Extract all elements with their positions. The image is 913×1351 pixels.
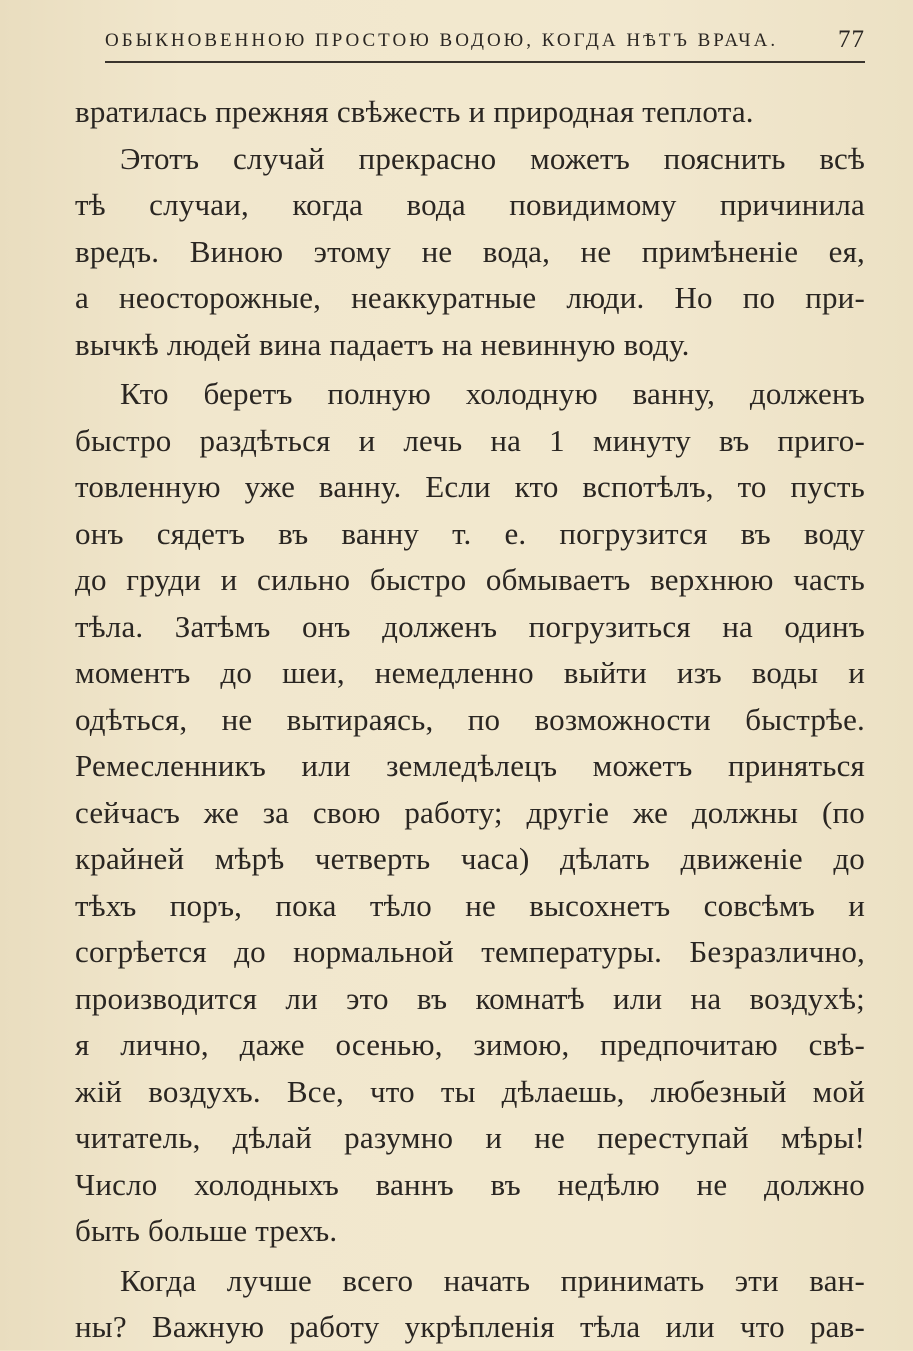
text-line: быстро раздѣться и лечь на 1 минуту въ приго-: [75, 422, 865, 458]
text-line: моментъ до шеи, немедленно выйти изъ воды и: [75, 655, 865, 690]
text-line: до груди и сильно быстро обмываетъ верхнюю часть: [75, 562, 865, 597]
text-line: одѣться, не вытираясь, по возможности быстрѣе.: [75, 701, 865, 737]
text-line: я лично, даже осенью, зимою, предпочитаю свѣ-: [75, 1027, 865, 1062]
text-line: вычкѣ людей вина падаетъ на невинную воду.: [75, 326, 690, 362]
text-line: товленную уже ванну. Если кто вспотѣлъ, то пусть: [75, 469, 865, 504]
text-line: производится ли это въ комнатѣ или на воздухѣ;: [75, 980, 865, 1016]
text-line: сейчасъ же за свою работу; другіе же должны (по: [75, 794, 865, 830]
text-line: онъ сядетъ въ ванну т. е. погрузится въ воду: [75, 515, 865, 551]
body-text: [75, 89, 865, 1351]
text-line: ны? Важную работу укрѣпленія тѣла или что рав-: [75, 1309, 865, 1344]
page-number: 77: [838, 26, 865, 53]
text-line: согрѣется до нормальной температуры. Безразлично,: [75, 934, 865, 969]
text-line: а неосторожные, неаккуратные люди. Но по при-: [75, 280, 865, 315]
text-line: быть больше трехъ.: [75, 1213, 338, 1248]
text-line: читатель, дѣлай разумно и не переступай мѣры!: [75, 1120, 865, 1155]
running-title: ОБЫКНОВЕННОЮ ПРОСТОЮ ВОДОЮ, КОГДА НѢТЪ ВРАЧА.: [105, 30, 779, 51]
text-line: Число холодныхъ ваннъ въ недѣлю не должно: [75, 1166, 865, 1202]
header-rule: [105, 61, 865, 63]
text-line: тѣхъ поръ, пока тѣло не высохнетъ совсѣмъ и: [75, 887, 865, 923]
text-line: тѣ случаи, когда вода повидимому причинила: [75, 187, 865, 222]
text-line: Ремесленникъ или земледѣлецъ можетъ приняться: [75, 748, 865, 783]
text-line: Когда лучше всего начать принимать эти ван-: [120, 1262, 865, 1298]
text-line: вратилась прежняя свѣжесть и природная теплота.: [75, 94, 754, 129]
text-line: крайней мѣрѣ четверть часа) дѣлать движеніе до: [75, 841, 865, 876]
text-line: тѣла. Затѣмъ онъ долженъ погрузиться на одинъ: [75, 608, 865, 644]
running-head: [105, 22, 865, 62]
text-line: Кто беретъ полную холодную ванну, долженъ: [120, 376, 865, 411]
text-line: вредъ. Виною этому не вода, не примѣненіе ея,: [75, 233, 865, 269]
text-line: Этотъ случай прекрасно можетъ пояснить всѣ: [120, 140, 865, 176]
text-line: жій воздухъ. Все, что ты дѣлаешь, любезный мой: [75, 1073, 865, 1109]
